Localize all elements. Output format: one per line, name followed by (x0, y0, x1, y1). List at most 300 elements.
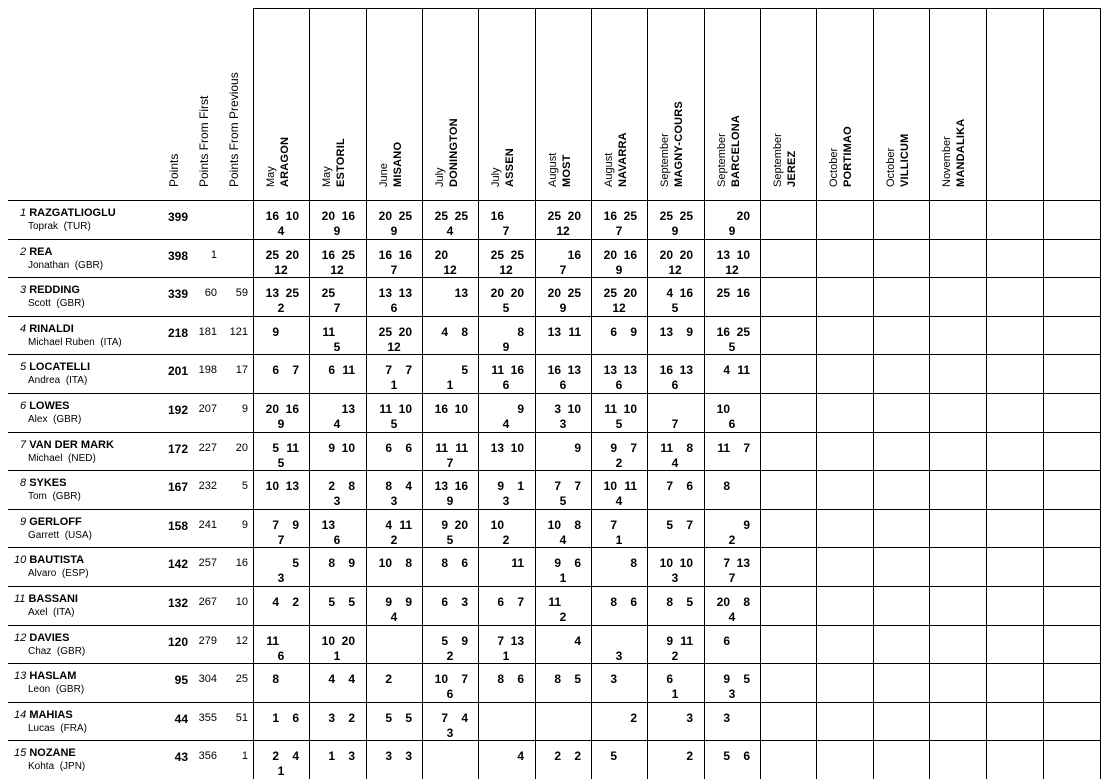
race1-points: 16 (434, 402, 448, 416)
round-result-navarra (591, 239, 648, 277)
race2-points: 7 (405, 363, 412, 378)
header-points-from-first: Points From First (197, 95, 211, 187)
round-result-barcelona (704, 586, 761, 624)
round-result-assen (478, 200, 535, 238)
round-month: August (547, 152, 559, 187)
rider-firstname-country (28, 568, 89, 579)
superpole-points: 7 (333, 301, 341, 316)
race2-points: 6 (405, 440, 412, 455)
round-month: September (716, 133, 728, 187)
points-from-previous: 17 (235, 364, 248, 377)
round-result-estoril (309, 702, 366, 740)
points-from-first: 356 (198, 750, 217, 763)
superpole-points: 4 (390, 610, 398, 624)
superpole-points: 9 (446, 494, 454, 509)
race1-points: 7 (441, 710, 448, 725)
round-result-barcelona (704, 432, 761, 470)
row-divider (8, 316, 1100, 317)
race1-points: 8 (723, 479, 730, 494)
round-result-navarra (591, 702, 648, 740)
race1-points: 8 (610, 595, 617, 609)
round-result-assen (478, 740, 535, 778)
round-header-navarra (602, 132, 630, 187)
race2-points: 25 (341, 247, 355, 262)
race2-points: 7 (743, 440, 750, 455)
race2-points: 16 (398, 247, 412, 262)
round-result-misano (366, 740, 423, 778)
race1-points: 10 (603, 479, 617, 494)
superpole-points: 4 (502, 417, 510, 431)
rider-surname: RINALDI (29, 322, 74, 335)
superpole-points: 12 (330, 262, 344, 277)
race2-points: 10 (679, 556, 693, 571)
rider-firstname-country (28, 221, 91, 232)
rider-name (20, 207, 116, 219)
race1-points: 5 (441, 633, 448, 648)
race1-points: 7 (272, 517, 279, 532)
round-result-most (535, 200, 592, 238)
round-result-misano (366, 239, 423, 277)
table-row (0, 586, 1114, 624)
round-result-most (535, 239, 592, 277)
race2-points: 2 (292, 595, 299, 609)
points-from-previous: 9 (241, 403, 248, 415)
race2-points: 16 (623, 247, 637, 262)
rider-firstname-country (28, 761, 85, 772)
round-result-barcelona (704, 354, 761, 392)
rider-country: (GBR) (52, 491, 81, 503)
round-venue: VILLICUM (899, 133, 911, 187)
rider-firstname: Michael Ruben (28, 336, 95, 348)
superpole-points: 5 (502, 301, 510, 316)
round-result-most (535, 547, 592, 585)
race1-points: 6 (328, 363, 335, 378)
round-result-magny-cours (647, 470, 704, 508)
round-result-aragon (253, 316, 310, 354)
superpole-points: 6 (671, 378, 679, 393)
race2-points: 3 (686, 710, 693, 725)
row-divider (253, 8, 1100, 9)
round-header-barcelona (715, 115, 743, 187)
round-result-most (535, 432, 592, 470)
column-divider (478, 8, 479, 779)
rider-points: 44 (174, 711, 188, 726)
race1-points: 20 (716, 595, 730, 609)
superpole-points: 4 (671, 455, 679, 470)
round-month: September (772, 133, 784, 187)
race2-points: 7 (574, 479, 581, 494)
race1-points: 10 (490, 517, 504, 532)
race1-points: 11 (491, 363, 504, 378)
race1-points: 20 (321, 209, 335, 223)
round-result-misano (366, 547, 423, 585)
superpole-points: 7 (390, 262, 398, 277)
race2-points: 10 (398, 402, 412, 416)
round-result-estoril (309, 393, 366, 431)
race1-points: 9 (328, 440, 335, 455)
table-row (0, 509, 1114, 547)
superpole-points: 5 (728, 339, 736, 354)
column-divider (309, 8, 310, 779)
round-result-barcelona (704, 663, 761, 701)
race2-points: 13 (341, 402, 355, 416)
table-row (0, 702, 1114, 740)
round-result-aragon (253, 547, 310, 585)
round-result-most (535, 470, 592, 508)
rider-points: 339 (167, 287, 188, 302)
rider-firstname: Andrea (28, 375, 61, 387)
table-row (0, 354, 1114, 392)
race1-points: 4 (666, 286, 673, 301)
round-result-assen (478, 316, 535, 354)
race1-points: 16 (659, 363, 673, 378)
table-row (0, 393, 1114, 431)
round-result-donington (422, 663, 479, 701)
race1-points: 8 (272, 672, 279, 687)
rider-country: (GBR) (74, 259, 104, 271)
round-result-navarra (591, 509, 648, 547)
row-divider (8, 625, 1100, 626)
round-header-donington (433, 118, 461, 187)
column-divider (929, 8, 930, 779)
rider-country: (FRA) (60, 722, 87, 734)
row-divider (8, 277, 1100, 278)
round-result-donington (422, 470, 479, 508)
race1-points: 9 (441, 517, 448, 532)
row-divider (8, 393, 1100, 394)
race2-points: 16 (736, 286, 750, 301)
rider-firstname-country (28, 723, 87, 734)
rider-country: (ITA) (65, 375, 88, 387)
round-header-portimao (827, 126, 855, 187)
round-venue: MAGNY-COURS (673, 101, 685, 187)
round-result-assen (478, 393, 535, 431)
superpole-points: 2 (390, 532, 398, 547)
rider-surname: LOCATELLI (29, 361, 91, 374)
rider-position: 10 (14, 554, 27, 567)
round-result-estoril (309, 470, 366, 508)
table-row (0, 740, 1114, 778)
race2-points: 25 (454, 209, 468, 223)
round-result-magny-cours (647, 509, 704, 547)
superpole-points: 5 (333, 339, 341, 354)
round-venue: MISANO (392, 141, 404, 187)
race2-points: 5 (292, 556, 299, 571)
round-venue: DONINGTON (448, 118, 460, 187)
column-divider (816, 8, 817, 779)
round-result-navarra (591, 277, 648, 315)
race2-points: 25 (567, 286, 581, 301)
rider-surname: LOWES (29, 400, 70, 412)
superpole-points: 4 (277, 224, 285, 238)
superpole-points: 7 (559, 262, 567, 277)
rider-firstname-country (28, 684, 84, 695)
points-from-first: 304 (198, 673, 217, 686)
superpole-points: 5 (615, 417, 623, 431)
points-from-first: 207 (198, 403, 217, 415)
row-divider (8, 586, 1100, 587)
rider-name (14, 593, 78, 605)
race1-points: 13 (603, 363, 617, 378)
superpole-points: 6 (728, 417, 736, 431)
row-divider (8, 200, 1100, 201)
race1-points: 13 (265, 286, 279, 301)
round-venue: ARAGON (279, 136, 291, 187)
race2-points: 8 (630, 556, 637, 571)
race1-points: 20 (490, 286, 504, 301)
race1-points: 16 (490, 209, 504, 223)
race2-points: 4 (517, 749, 524, 764)
round-result-most (535, 509, 592, 547)
superpole-points: 12 (274, 262, 288, 277)
round-venue: ASSEN (504, 148, 516, 187)
column-divider (253, 8, 254, 779)
round-result-navarra (591, 470, 648, 508)
points-from-first: 198 (198, 364, 217, 377)
race2-points: 9 (686, 324, 693, 339)
round-result-donington (422, 509, 479, 547)
race1-points: 11 (266, 633, 279, 648)
round-result-estoril (309, 239, 366, 277)
rider-position: 14 (14, 708, 27, 721)
superpole-points: 3 (559, 417, 567, 431)
rider-name (20, 439, 114, 451)
superpole-points: 6 (559, 378, 567, 393)
round-result-most (535, 625, 592, 663)
race2-points: 16 (567, 247, 581, 262)
race1-points: 11 (435, 440, 448, 455)
rider-firstname-country (28, 375, 87, 386)
table-row (0, 432, 1114, 470)
table-row (0, 316, 1114, 354)
points-from-first: 241 (198, 518, 217, 531)
race1-points: 13 (490, 440, 504, 455)
race1-points: 6 (723, 633, 730, 648)
race1-points: 9 (666, 633, 673, 648)
race1-points: 16 (547, 363, 561, 378)
superpole-points: 7 (671, 417, 679, 431)
column-divider (873, 8, 874, 779)
race1-points: 7 (723, 556, 730, 571)
rider-points: 399 (167, 210, 188, 224)
race2-points: 11 (342, 363, 355, 378)
race1-points: 4 (441, 324, 448, 339)
round-result-barcelona (704, 509, 761, 547)
superpole-points: 3 (446, 725, 454, 740)
race2-points: 4 (348, 672, 355, 687)
round-result-barcelona (704, 316, 761, 354)
race1-points: 6 (610, 324, 617, 339)
superpole-points: 7 (728, 571, 736, 586)
superpole-points: 6 (390, 301, 398, 316)
race1-points: 6 (666, 672, 673, 687)
race1-points: 13 (434, 479, 448, 494)
race1-points: 1 (272, 710, 279, 725)
race2-points: 5 (743, 672, 750, 687)
race2-points: 10 (623, 402, 637, 416)
superpole-points: 4 (615, 494, 623, 509)
race1-points: 16 (321, 247, 335, 262)
race2-points: 20 (567, 209, 581, 223)
superpole-points: 1 (615, 532, 623, 547)
race1-points: 8 (328, 556, 335, 571)
race2-points: 7 (461, 672, 468, 687)
race1-points: 6 (272, 363, 279, 378)
points-from-previous: 20 (235, 441, 248, 454)
round-venue: PORTIMAO (842, 126, 854, 187)
superpole-points: 3 (333, 494, 341, 509)
rider-firstname: Axel (28, 607, 48, 618)
race1-points: 2 (385, 672, 392, 687)
round-result-misano (366, 702, 423, 740)
race2-points: 7 (630, 440, 637, 455)
superpole-points: 12 (612, 301, 626, 316)
superpole-points: 5 (390, 417, 398, 431)
superpole-points: 6 (277, 648, 285, 663)
rider-position: 12 (14, 631, 27, 644)
rider-points: 167 (167, 480, 188, 495)
round-month: August (603, 152, 615, 187)
race1-points: 9 (385, 595, 392, 609)
race1-points: 8 (554, 672, 561, 687)
round-result-navarra (591, 547, 648, 585)
race2-points: 2 (630, 710, 637, 725)
round-result-aragon (253, 200, 310, 238)
round-result-aragon (253, 702, 310, 740)
superpole-points: 9 (671, 224, 679, 238)
rider-surname: DAVIES (29, 631, 70, 644)
race1-points: 5 (272, 440, 279, 455)
round-result-donington (422, 586, 479, 624)
row-divider (8, 663, 1100, 664)
race2-points: 10 (736, 247, 750, 262)
race2-points: 1 (517, 479, 524, 494)
round-result-donington (422, 200, 479, 238)
round-result-magny-cours (647, 316, 704, 354)
race1-points: 16 (716, 324, 730, 339)
superpole-points: 3 (390, 494, 398, 509)
points-from-first: 181 (198, 325, 217, 338)
points-from-first: 267 (198, 596, 217, 608)
points-from-previous: 9 (241, 518, 248, 531)
race2-points: 20 (510, 286, 524, 301)
table-row (0, 663, 1114, 701)
round-result-aragon (253, 393, 310, 431)
superpole-points: 3 (502, 494, 510, 509)
race2-points: 13 (454, 286, 468, 301)
round-result-donington (422, 702, 479, 740)
rider-position: 1 (20, 207, 27, 219)
row-divider (8, 509, 1100, 510)
rider-name (20, 361, 90, 373)
race1-points: 25 (547, 209, 561, 223)
superpole-points: 7 (446, 455, 454, 470)
points-from-first: 227 (198, 441, 217, 454)
race1-points: 11 (604, 402, 617, 416)
table-row (0, 470, 1114, 508)
race1-points: 20 (603, 247, 617, 262)
race2-points: 11 (511, 556, 524, 571)
race2-points: 20 (398, 324, 412, 339)
race1-points: 25 (603, 286, 617, 301)
round-result-assen (478, 702, 535, 740)
race1-points: 7 (554, 479, 561, 494)
round-result-aragon (253, 663, 310, 701)
race1-points: 8 (385, 479, 392, 494)
race1-points: 10 (378, 556, 392, 571)
race1-points: 16 (378, 247, 392, 262)
round-result-barcelona (704, 740, 761, 778)
race1-points: 25 (378, 324, 392, 339)
race1-points: 7 (385, 363, 392, 378)
superpole-points: 9 (333, 224, 341, 238)
rider-points: 201 (167, 364, 188, 379)
rider-points: 218 (167, 325, 188, 340)
table-row (0, 277, 1114, 315)
race1-points: 8 (666, 595, 673, 609)
table-row (0, 200, 1114, 238)
round-result-magny-cours (647, 586, 704, 624)
round-header-magny-cours (658, 101, 686, 187)
race1-points: 16 (265, 209, 279, 223)
race1-points: 3 (610, 672, 617, 687)
rider-position: 4 (20, 322, 27, 335)
race1-points: 11 (660, 440, 673, 455)
round-result-aragon (253, 432, 310, 470)
race1-points: 10 (321, 633, 335, 648)
superpole-points: 12 (443, 262, 457, 277)
superpole-points: 7 (502, 224, 510, 238)
round-result-estoril (309, 200, 366, 238)
round-result-assen (478, 663, 535, 701)
rider-firstname-country (28, 491, 81, 502)
rider-points: 192 (167, 403, 188, 417)
race2-points: 4 (292, 749, 299, 764)
race2-points: 3 (461, 595, 468, 609)
row-divider (8, 354, 1100, 355)
rider-firstname: Chaz (28, 645, 52, 657)
superpole-points: 9 (559, 301, 567, 316)
round-result-most (535, 277, 592, 315)
race1-points: 4 (328, 672, 335, 687)
superpole-points: 3 (615, 648, 623, 663)
rider-surname: MAHIAS (29, 708, 73, 721)
race2-points: 9 (630, 324, 637, 339)
round-venue: NAVARRA (617, 132, 629, 187)
column-divider (760, 8, 761, 779)
rider-name (14, 747, 76, 759)
round-result-donington (422, 393, 479, 431)
round-result-estoril (309, 432, 366, 470)
rider-name (20, 246, 52, 258)
race1-points: 9 (272, 324, 279, 339)
rider-country: (USA) (64, 529, 92, 541)
round-result-estoril (309, 586, 366, 624)
round-result-donington (422, 547, 479, 585)
round-result-misano (366, 316, 423, 354)
row-divider (8, 470, 1100, 471)
round-result-magny-cours (647, 547, 704, 585)
race1-points: 8 (441, 556, 448, 571)
race2-points: 20 (454, 517, 468, 532)
round-result-misano (366, 586, 423, 624)
superpole-points: 2 (502, 532, 510, 547)
race2-points: 8 (686, 440, 693, 455)
race1-points: 25 (659, 209, 673, 223)
race2-points: 10 (285, 209, 299, 223)
race2-points: 7 (292, 363, 299, 378)
race1-points: 25 (490, 247, 504, 262)
